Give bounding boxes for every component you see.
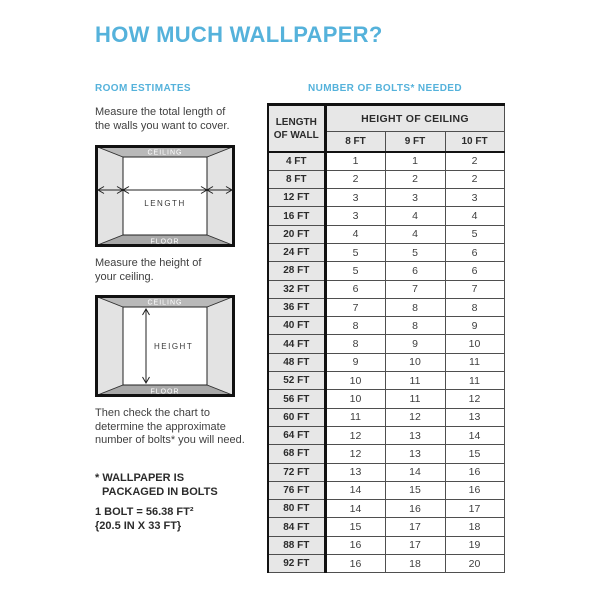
measure-length-text (95, 106, 230, 133)
row-label: 20 FT (268, 225, 325, 243)
bolt-count-cell: 8 (325, 317, 385, 335)
bolt-count-cell: 13 (385, 445, 445, 463)
bolt-count-cell: 15 (445, 445, 504, 463)
col-header-9ft: 9 FT (385, 132, 445, 153)
bolt-count-cell: 4 (385, 207, 445, 225)
bolt-count-cell: 6 (445, 262, 504, 280)
measure-length-line2: the walls you want to cover. (95, 119, 230, 132)
bolt-count-cell: 12 (445, 390, 504, 408)
table-row (268, 317, 504, 335)
right-wall-shape (207, 147, 234, 246)
row-label: 4 FT (268, 152, 325, 170)
col-header-10ft: 10 FT (445, 132, 504, 153)
bolt-count-cell: 8 (385, 298, 445, 316)
length-label: LENGTH (144, 199, 186, 208)
check-chart-line2: determine the approximate (95, 420, 226, 433)
table-row (268, 408, 504, 426)
bolts-needed-heading: NUMBER OF BOLTS* NEEDED (307, 83, 463, 94)
bolt-count-cell: 1 (325, 152, 385, 170)
bolt-count-cell: 3 (325, 207, 385, 225)
bolt-count-cell: 20 (445, 555, 504, 573)
bolt-count-cell: 12 (325, 445, 385, 463)
table-row (268, 445, 504, 463)
spec-line2: {20.5 IN X 33 FT} (95, 520, 182, 532)
table-row (268, 536, 504, 554)
table-row (268, 207, 504, 225)
bolt-count-cell: 14 (325, 500, 385, 518)
col-header-8ft: 8 FT (325, 132, 385, 153)
bolt-count-cell: 2 (445, 170, 504, 188)
bolt-count-cell: 8 (445, 298, 504, 316)
table-row (268, 152, 504, 170)
row-label: 32 FT (268, 280, 325, 298)
bolt-count-cell: 10 (385, 353, 445, 371)
bolt-count-cell: 14 (445, 426, 504, 444)
table-row (268, 518, 504, 536)
bolt-table-body (268, 152, 504, 573)
table-row (268, 555, 504, 573)
row-label: 92 FT (268, 555, 325, 573)
table-row (268, 463, 504, 481)
row-label: 56 FT (268, 390, 325, 408)
bolt-count-cell: 2 (385, 170, 445, 188)
table-header-row-1 (268, 105, 504, 132)
row-label: 84 FT (268, 518, 325, 536)
page-title: HOW MUCH WALLPAPER? (95, 22, 383, 47)
bolt-count-cell: 11 (325, 408, 385, 426)
row-label: 48 FT (268, 353, 325, 371)
bolt-count-cell: 7 (445, 280, 504, 298)
bolt-count-cell: 16 (325, 536, 385, 554)
bolt-count-cell: 11 (445, 353, 504, 371)
bolt-count-cell: 16 (445, 481, 504, 499)
length-of-wall-header (268, 105, 325, 153)
bolt-count-cell: 9 (385, 335, 445, 353)
bolt-table-container (267, 103, 505, 573)
bolt-count-cell: 4 (385, 225, 445, 243)
table-row (268, 298, 504, 316)
bolt-count-cell: 18 (445, 518, 504, 536)
floor-label: FLOOR (150, 388, 180, 396)
table-row (268, 170, 504, 188)
row-label: 60 FT (268, 408, 325, 426)
room-height-diagram (95, 295, 235, 397)
table-row (268, 243, 504, 261)
corner-header-line2: OF WALL (273, 129, 319, 141)
row-label: 72 FT (268, 463, 325, 481)
bolt-count-cell: 5 (325, 262, 385, 280)
bolt-size-spec (95, 505, 194, 533)
bolt-count-cell: 6 (445, 243, 504, 261)
bolt-count-cell: 17 (385, 536, 445, 554)
bolt-count-cell: 16 (325, 555, 385, 573)
bolt-count-cell: 15 (325, 518, 385, 536)
bolt-count-cell: 11 (385, 390, 445, 408)
check-chart-line1: Then check the chart to (95, 407, 210, 419)
check-chart-text (95, 407, 245, 448)
bolt-count-cell: 12 (385, 408, 445, 426)
bolt-count-cell: 14 (385, 463, 445, 481)
row-label: 12 FT (268, 189, 325, 207)
bolt-packaging-note (95, 471, 218, 499)
row-label: 16 FT (268, 207, 325, 225)
bolt-count-cell: 1 (385, 152, 445, 170)
bolt-count-cell: 10 (325, 372, 385, 390)
height-label: HEIGHT (154, 342, 194, 351)
bolt-table (267, 103, 505, 573)
bolt-count-cell: 13 (445, 408, 504, 426)
row-label: 28 FT (268, 262, 325, 280)
corner-header-line1: LENGTH (275, 116, 317, 128)
row-label: 8 FT (268, 170, 325, 188)
right-wall-shape (207, 297, 234, 396)
bolt-count-cell: 8 (385, 317, 445, 335)
row-label: 68 FT (268, 445, 325, 463)
height-of-ceiling-header: HEIGHT OF CEILING (325, 105, 504, 132)
table-row (268, 225, 504, 243)
bolt-count-cell: 13 (325, 463, 385, 481)
table-row (268, 372, 504, 390)
row-label: 40 FT (268, 317, 325, 335)
bolt-count-cell: 17 (385, 518, 445, 536)
bolt-count-cell: 17 (445, 500, 504, 518)
bolt-count-cell: 7 (385, 280, 445, 298)
measure-height-line1: Measure the height of (95, 257, 202, 269)
ceiling-label: CEILING (147, 149, 183, 157)
bolt-count-cell: 15 (385, 481, 445, 499)
table-row (268, 353, 504, 371)
row-label: 44 FT (268, 335, 325, 353)
row-label: 64 FT (268, 426, 325, 444)
ceiling-label: CEILING (147, 299, 183, 307)
bolt-count-cell: 4 (445, 207, 504, 225)
bolt-count-cell: 11 (445, 372, 504, 390)
left-wall-shape (97, 147, 124, 246)
bolt-count-cell: 10 (445, 335, 504, 353)
row-label: 76 FT (268, 481, 325, 499)
bolt-count-cell: 5 (385, 243, 445, 261)
bolt-count-cell: 8 (325, 335, 385, 353)
note-line2: PACKAGED IN BOLTS (102, 486, 218, 498)
bolt-count-cell: 16 (385, 500, 445, 518)
bolt-count-cell: 2 (325, 170, 385, 188)
left-wall-shape (97, 297, 124, 396)
room-length-diagram (95, 145, 235, 247)
row-label: 36 FT (268, 298, 325, 316)
bolt-count-cell: 9 (325, 353, 385, 371)
bolt-count-cell: 11 (385, 372, 445, 390)
table-row (268, 189, 504, 207)
room-estimates-heading: ROOM ESTIMATES (95, 83, 191, 94)
table-row (268, 481, 504, 499)
bolt-count-cell: 6 (385, 262, 445, 280)
measure-height-text (95, 257, 201, 284)
spec-line1: 1 BOLT = 56.38 FT² (95, 506, 194, 518)
measure-length-line1: Measure the total length of (95, 106, 226, 118)
bolt-count-cell: 18 (385, 555, 445, 573)
bolt-count-cell: 3 (325, 189, 385, 207)
row-label: 24 FT (268, 243, 325, 261)
check-chart-line3: number of bolts* you will need. (95, 434, 245, 446)
table-row (268, 426, 504, 444)
row-label: 52 FT (268, 372, 325, 390)
bolt-count-cell: 12 (325, 426, 385, 444)
table-row (268, 335, 504, 353)
bolt-count-cell: 3 (385, 189, 445, 207)
bolt-count-cell: 19 (445, 536, 504, 554)
bolt-count-cell: 14 (325, 481, 385, 499)
bolt-count-cell: 4 (325, 225, 385, 243)
bolt-count-cell: 5 (325, 243, 385, 261)
note-line1: * WALLPAPER IS (95, 472, 185, 484)
table-row (268, 500, 504, 518)
back-wall-shape (123, 157, 207, 235)
table-row (268, 390, 504, 408)
bolt-count-cell: 9 (445, 317, 504, 335)
row-label: 88 FT (268, 536, 325, 554)
row-label: 80 FT (268, 500, 325, 518)
bolt-count-cell: 16 (445, 463, 504, 481)
floor-label: FLOOR (150, 238, 180, 246)
bolt-count-cell: 10 (325, 390, 385, 408)
bolt-count-cell: 13 (385, 426, 445, 444)
bolt-count-cell: 3 (445, 189, 504, 207)
bolt-count-cell: 7 (325, 298, 385, 316)
bolt-count-cell: 5 (445, 225, 504, 243)
measure-height-line2: your ceiling. (95, 270, 154, 283)
table-row (268, 262, 504, 280)
bolt-count-cell: 6 (325, 280, 385, 298)
table-row (268, 280, 504, 298)
bolt-count-cell: 2 (445, 152, 504, 170)
